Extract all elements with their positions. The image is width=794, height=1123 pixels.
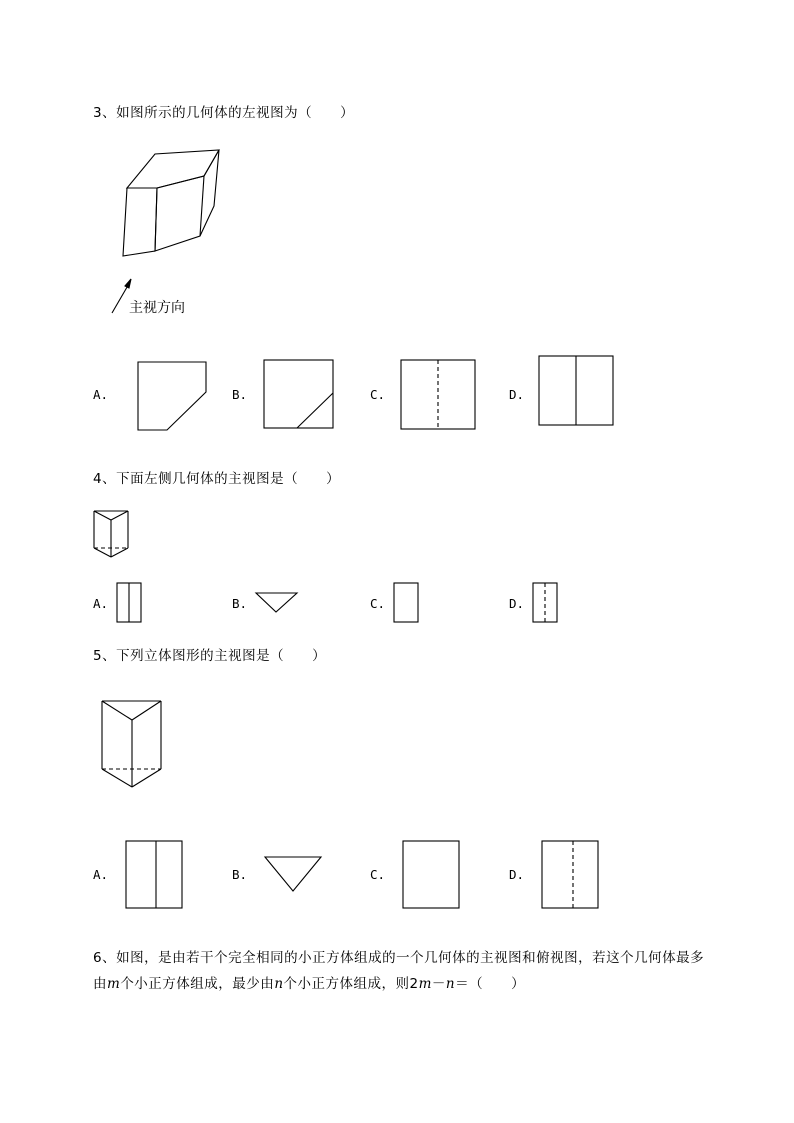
q4-option-d-label[interactable]: D. [509, 596, 525, 611]
question-4-text: 4、下面左侧几何体的主视图是（ ） [93, 471, 341, 487]
q3-option-a-label[interactable]: A. [93, 387, 109, 402]
q4-option-a-label[interactable]: A. [93, 596, 109, 611]
question-5-text: 5、下列立体图形的主视图是（ ） [93, 648, 327, 664]
q5-option-b-label[interactable]: B. [232, 867, 248, 882]
expr-variable-m: m [418, 976, 432, 992]
q3-option-c-label[interactable]: C. [370, 387, 386, 402]
expr-variable-n: n [445, 976, 456, 992]
q5-option-c-label[interactable]: C. [370, 867, 386, 882]
question-6-line-1: 6、如图，是由若干个完全相同的小正方体组成的一个几何体的主视图和俯视图，若这个几何体最多 [93, 950, 705, 966]
q3-option-d-label[interactable]: D. [509, 387, 525, 402]
variable-m: m [107, 976, 121, 992]
q5-option-d-label[interactable]: D. [509, 867, 525, 882]
q6-text-part-4: ＝（ ） [455, 976, 526, 992]
q6-text-part-3: 个小正方体组成，则 [283, 976, 410, 992]
q4-option-c-label[interactable]: C. [370, 596, 386, 611]
question-3-text: 3、如图所示的几何体的左视图为（ ） [93, 105, 355, 121]
q4-option-b-label[interactable]: B. [232, 596, 248, 611]
q3-option-b-label[interactable]: B. [232, 387, 248, 402]
q5-option-a-label[interactable]: A. [93, 867, 109, 882]
expr-coefficient: 2 [409, 976, 419, 992]
variable-n: n [274, 976, 284, 992]
viewing-direction-caption: 主视方向 [129, 300, 185, 316]
q6-text-part-1: 由 [93, 976, 107, 992]
expr-operator: － [431, 976, 446, 992]
question-6-line-2 [93, 972, 525, 992]
q6-text-part-2: 个小正方体组成，最少由 [120, 976, 275, 992]
